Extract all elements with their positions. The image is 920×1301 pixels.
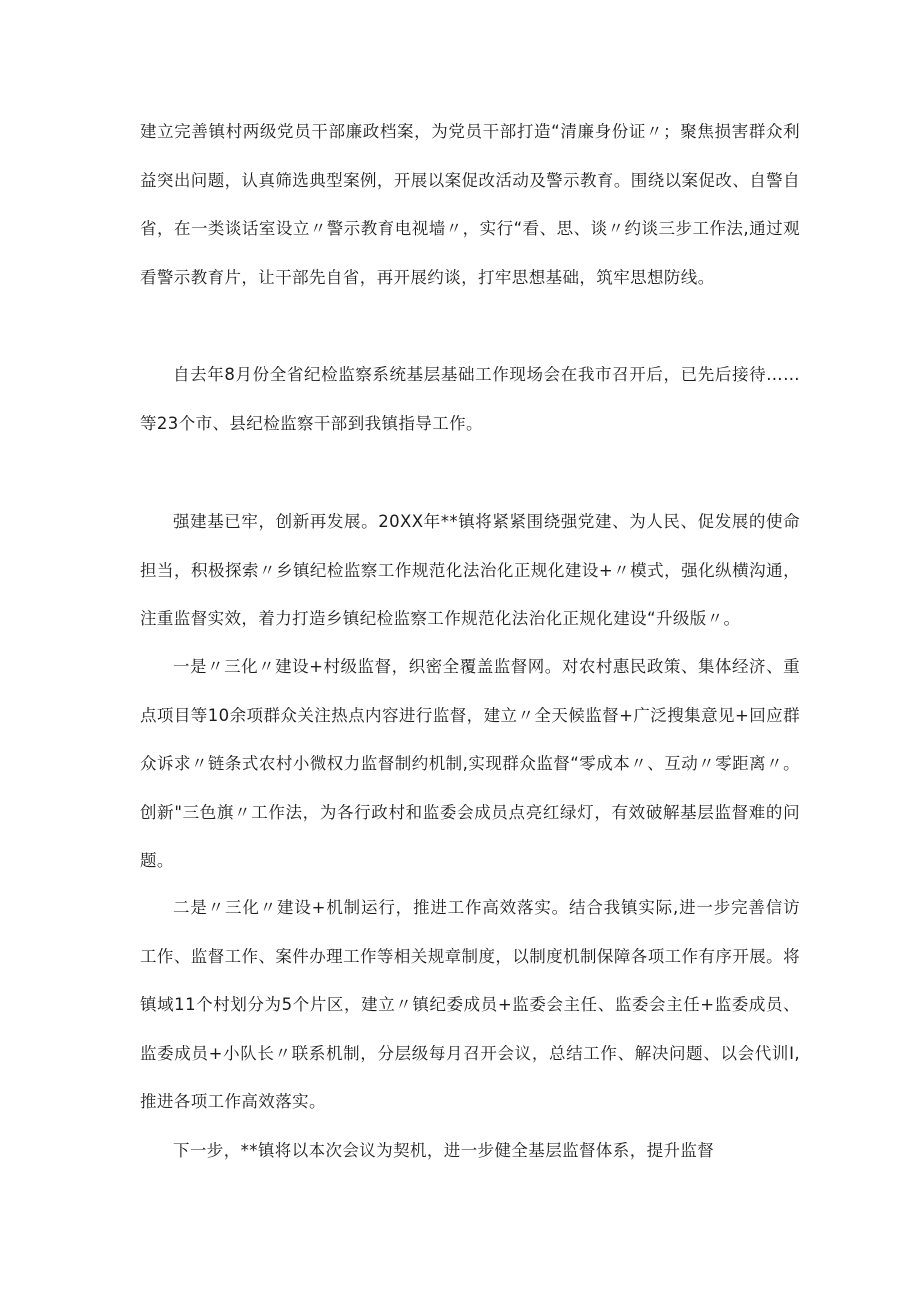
paragraph-mechanism: 二是〃三化〃建设+机制运行，推进工作高效落实。结合我镇实际,进一步完善信访工作、监督工作、案件办理工作等相关规章制度，以制度机制保障各项工作有序开展。将镇域11个村划分为5个片区，建立〃镇纪委成员+监委会主任、监委会主任+监委成员、监委成员+小队长〃联系机制，分层级每月召开会议，总结工作、解决问题、以会代训I,推进各项工作高效落实。: [140, 898, 800, 1111]
paragraph-innovation: 强建基已牢，创新再发展。20XX年**镇将紧紧围绕强党建、为人民、促发展的使命担当，积极探索〃乡镇纪检监察工作规范化法治化正规化建设+〃模式，强化纵横沟通，注重监督实效，着力打造乡镇纪检监察工作规范化法治化正规化建设“升级版〃。: [140, 512, 800, 628]
paragraph-archive: 建立完善镇村两级党员干部廉政档案，为党员干部打造“清廉身份证〃；聚焦损害群众利益突出问题，认真筛选典型案例，开展以案促改活动及警示教育。围绕以案促改、自警自省，在一类谈话室设立〃警示教育电视墙〃，实行“看、思、谈〃约谈三步工作法,通过观看警示教育片，让干部先自省，再开展约谈，打牢思想基础，筑牢思想防线。: [140, 122, 800, 287]
paragraph-reception: 自去年8月份全省纪检监察系统基层基础工作现场会在我市召开后，已先后接待……等23个市、县纪检监察干部到我镇指导工作。: [140, 365, 800, 433]
paragraph-next-step: 下一步，**镇将以本次会议为契机，进一步健全基层监督体系，提升监督: [173, 1141, 715, 1160]
paragraph-village-supervision: 一是〃三化〃建设+村级监督，织密全覆盖监督网。对农村惠民政策、集体经济、重点项目等10余项群众关注热点内容进行监督，建立〃全天候监督+广泛搜集意见+回应群众诉求〃链条式农村小微权力监督制约机制,实现群众监督“零成本〃、互动〃零距离〃。创新"三色旗〃工作法，为各行政村和监委会成员点亮红绿灯，有效破解基层监督难的问题。: [140, 657, 800, 870]
